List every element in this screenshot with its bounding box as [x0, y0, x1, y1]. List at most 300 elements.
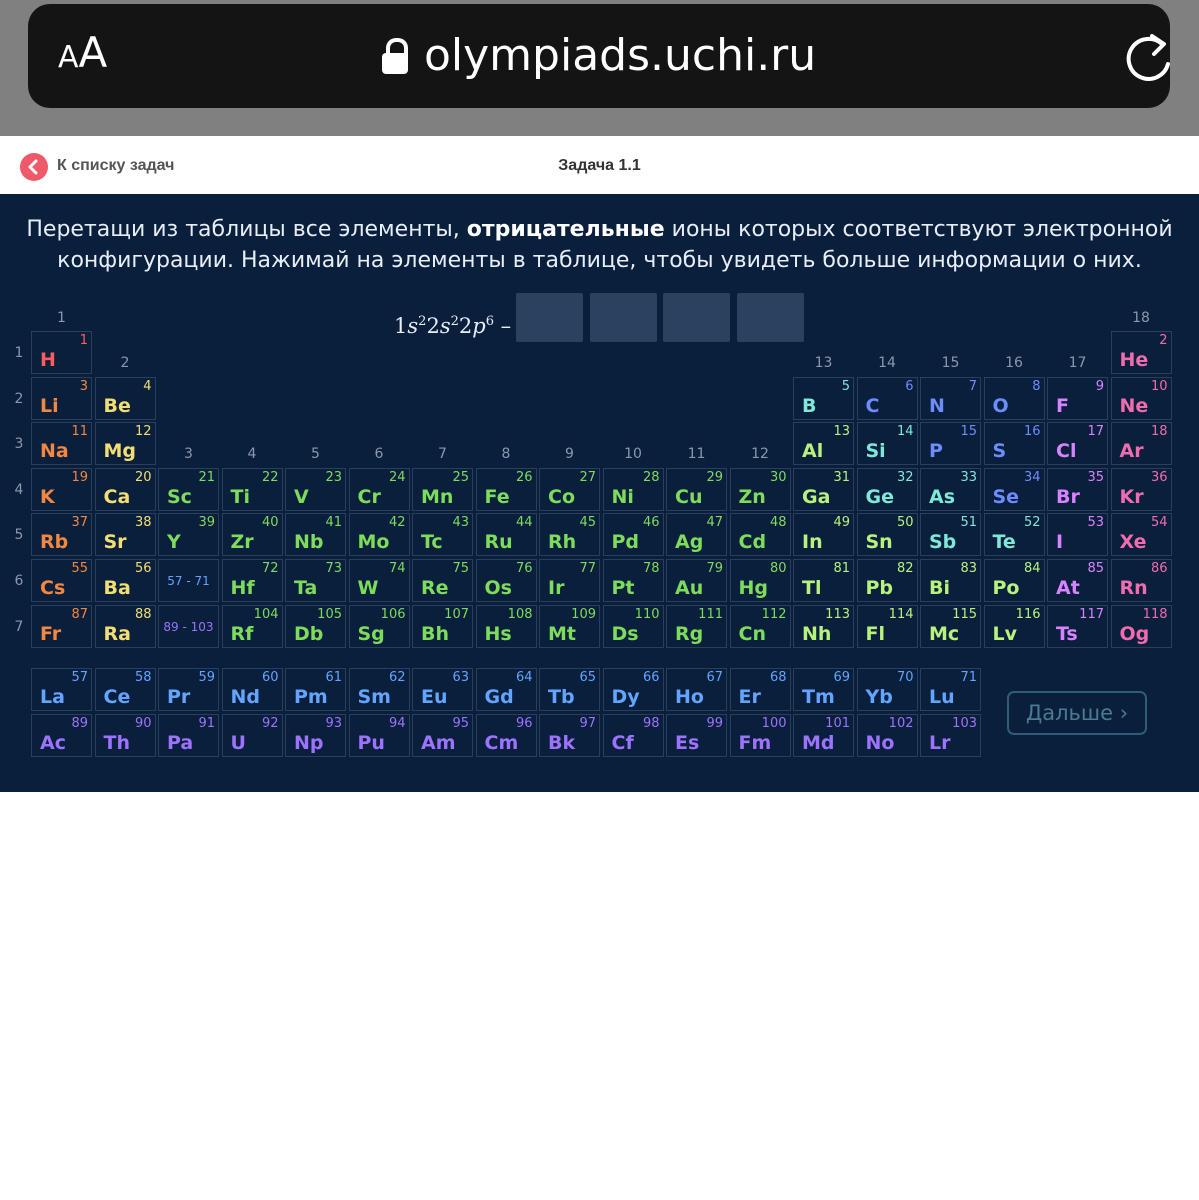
group-label: 10 [624, 446, 642, 462]
atomic-number: 33 [960, 469, 977, 485]
element-cell[interactable] [920, 513, 981, 556]
element-cell[interactable] [730, 513, 791, 556]
element-cell[interactable] [31, 513, 92, 556]
next-button[interactable]: Дальше › [1007, 691, 1147, 735]
element-cell[interactable] [730, 468, 791, 511]
element-symbol: Fr [40, 622, 62, 645]
element-symbol: Sb [929, 531, 957, 554]
element-cell[interactable] [95, 559, 156, 602]
element-symbol: O [992, 394, 1009, 417]
atomic-number: 46 [642, 515, 660, 531]
atomic-number: 84 [1023, 561, 1041, 576]
element-symbol: Co [548, 485, 575, 508]
element-symbol: Hf [230, 577, 255, 599]
group-label: 3 [184, 446, 193, 462]
atomic-number: 43 [452, 515, 469, 531]
element-cell[interactable] [857, 714, 918, 757]
element-cell[interactable] [158, 605, 219, 648]
atomic-number: 114 [888, 606, 914, 622]
element-cell[interactable] [1047, 559, 1108, 602]
atomic-number: 95 [452, 716, 469, 731]
atomic-number: 20 [134, 469, 152, 485]
element-symbol: Pm [294, 686, 328, 708]
element-cell[interactable] [666, 605, 727, 648]
element-symbol: He [1119, 349, 1149, 371]
element-cell[interactable] [412, 513, 473, 556]
element-cell[interactable] [31, 559, 92, 602]
element-cell[interactable] [857, 422, 918, 465]
atomic-number: 116 [1015, 606, 1041, 622]
element-cell[interactable] [539, 513, 600, 556]
atomic-number: 14 [896, 424, 914, 440]
element-cell[interactable] [31, 668, 92, 711]
element-cell[interactable] [793, 668, 854, 711]
atomic-number: 105 [317, 606, 342, 622]
element-cell[interactable] [158, 668, 219, 711]
atomic-number: 72 [261, 561, 279, 576]
atomic-number: 87 [71, 606, 88, 622]
element-cell[interactable] [95, 605, 156, 648]
element-symbol: B [802, 394, 817, 417]
element-cell[interactable] [603, 468, 664, 511]
element-cell[interactable] [730, 559, 791, 602]
url-display[interactable] [382, 30, 816, 82]
page-title: Задача 1.1 [558, 157, 641, 174]
element-symbol: W [357, 577, 379, 599]
element-cell[interactable] [793, 513, 854, 556]
element-symbol: Ts [1056, 622, 1078, 645]
group-label: 8 [501, 446, 511, 462]
element-cell[interactable] [31, 377, 92, 420]
element-cell[interactable] [920, 668, 981, 711]
element-cell[interactable] [857, 559, 918, 602]
element-cell[interactable] [95, 668, 156, 711]
element-cell[interactable] [1047, 422, 1108, 465]
atomic-number: 71 [960, 670, 977, 685]
atomic-number: 67 [706, 670, 723, 685]
element-cell[interactable] [857, 377, 918, 420]
element-symbol: Si [865, 440, 886, 463]
element-cell[interactable] [95, 513, 156, 556]
atomic-number: 73 [325, 561, 342, 576]
element-cell[interactable] [222, 668, 283, 711]
element-cell[interactable] [1047, 468, 1108, 511]
element-symbol: Pr [167, 686, 191, 708]
element-cell[interactable] [222, 468, 283, 511]
element-symbol: Te [992, 531, 1016, 554]
element-cell[interactable] [31, 605, 92, 648]
element-symbol: Sc [167, 485, 192, 508]
element-symbol: Bk [548, 732, 576, 754]
answer-slot[interactable] [663, 293, 730, 342]
group-label: 15 [941, 355, 960, 371]
atomic-number: 113 [825, 606, 850, 622]
url-text: olympiads.uchi.ru [424, 30, 817, 81]
element-cell[interactable] [222, 559, 283, 602]
element-cell[interactable] [349, 513, 410, 556]
atomic-number: 101 [825, 716, 850, 731]
atomic-number: 106 [380, 606, 406, 622]
atomic-number: 55 [71, 561, 88, 576]
element-cell[interactable] [285, 605, 346, 648]
atomic-number: 27 [579, 469, 596, 485]
atomic-number: 110 [634, 606, 660, 622]
atomic-number: 7 [968, 378, 977, 394]
element-symbol: Rh [548, 531, 577, 554]
element-symbol: Sr [103, 531, 127, 554]
element-cell[interactable] [793, 559, 854, 602]
atomic-number: 75 [452, 561, 469, 576]
element-cell[interactable] [666, 668, 727, 711]
element-symbol: Md [802, 732, 835, 754]
atomic-number: 60 [261, 670, 279, 685]
atomic-number: 65 [579, 670, 596, 685]
element-symbol: P [929, 440, 943, 463]
atomic-number: 78 [642, 561, 660, 576]
element-cell[interactable] [603, 559, 664, 602]
electron-configuration: $1s^22s^22p^6$ – [394, 314, 512, 338]
element-cell[interactable] [476, 468, 537, 511]
atomic-number: 97 [579, 716, 596, 731]
element-symbol: Ta [294, 577, 318, 599]
atomic-number: 88 [134, 606, 152, 622]
element-cell[interactable] [984, 468, 1045, 511]
element-cell[interactable] [730, 714, 791, 757]
element-cell[interactable] [1111, 468, 1172, 511]
question-text-start: Перетащи из таблицы все элементы, [26, 217, 467, 242]
atomic-number: 53 [1087, 515, 1104, 531]
atomic-number: 90 [134, 716, 152, 731]
element-symbol: Cn [738, 622, 766, 645]
element-symbol: Cd [738, 531, 767, 554]
atomic-number: 54 [1150, 515, 1168, 531]
atomic-number: 112 [761, 606, 787, 622]
task-panel [0, 194, 1199, 792]
task-question [20, 214, 1179, 276]
element-cell[interactable] [539, 668, 600, 711]
group-label: 11 [687, 446, 706, 462]
element-cell[interactable] [539, 468, 600, 511]
element-cell[interactable] [158, 714, 219, 757]
element-symbol: Ag [675, 531, 704, 554]
element-cell[interactable] [95, 377, 156, 420]
atomic-number: 99 [706, 716, 723, 731]
element-cell[interactable] [857, 605, 918, 648]
element-cell[interactable] [984, 422, 1045, 465]
element-cell[interactable] [1111, 331, 1172, 374]
element-symbol: Cf [611, 732, 634, 754]
answer-slot[interactable] [737, 293, 804, 342]
element-cell[interactable] [349, 668, 410, 711]
element-cell[interactable] [285, 559, 346, 602]
element-cell[interactable] [412, 559, 473, 602]
group-label: 5 [311, 446, 320, 462]
element-cell[interactable] [539, 605, 600, 648]
atomic-number: 36 [1150, 469, 1168, 485]
element-symbol: Tm [802, 686, 835, 708]
lock-icon [382, 38, 408, 74]
element-symbol: In [802, 531, 823, 554]
answer-slot[interactable] [516, 293, 583, 342]
atomic-number: 57 [71, 670, 88, 685]
atomic-number: 17 [1087, 424, 1104, 440]
atomic-number: 41 [325, 515, 342, 531]
atomic-number: 92 [261, 716, 279, 731]
element-cell[interactable] [984, 559, 1045, 602]
element-cell[interactable] [1111, 605, 1172, 648]
element-symbol: Tl [802, 577, 822, 599]
element-cell[interactable] [158, 513, 219, 556]
atomic-number: 16 [1023, 424, 1041, 440]
period-label: 2 [14, 390, 24, 407]
element-symbol: Cl [1056, 440, 1077, 463]
element-cell[interactable] [412, 668, 473, 711]
element-symbol: Rn [1119, 577, 1148, 599]
atomic-number: 81 [833, 561, 850, 576]
atomic-number: 100 [761, 716, 787, 731]
element-cell[interactable] [857, 668, 918, 711]
atomic-number: 48 [769, 515, 787, 531]
element-cell[interactable] [476, 513, 537, 556]
element-symbol: Ca [103, 485, 131, 508]
element-cell[interactable] [285, 714, 346, 757]
atomic-number: 103 [952, 716, 977, 731]
element-cell[interactable] [222, 513, 283, 556]
element-cell[interactable] [1111, 377, 1172, 420]
element-cell[interactable] [31, 422, 92, 465]
element-cell[interactable] [920, 377, 981, 420]
element-cell[interactable] [793, 714, 854, 757]
element-cell[interactable] [1047, 377, 1108, 420]
element-cell[interactable] [666, 513, 727, 556]
element-symbol: Kr [1119, 485, 1144, 508]
text-size-button[interactable] [58, 28, 108, 77]
element-cell[interactable] [920, 714, 981, 757]
atomic-number: 25 [452, 469, 469, 485]
element-symbol: Zr [230, 531, 254, 554]
element-symbol: Be [103, 394, 131, 417]
atomic-number: 104 [253, 606, 279, 622]
atomic-number: 91 [198, 716, 215, 731]
element-symbol: S [992, 440, 1007, 463]
element-cell[interactable] [793, 377, 854, 420]
atomic-number: 76 [515, 561, 533, 576]
element-cell[interactable] [412, 468, 473, 511]
element-symbol: Ni [611, 485, 634, 508]
element-cell[interactable] [730, 605, 791, 648]
element-cell[interactable] [666, 468, 727, 511]
atomic-number: 15 [960, 424, 977, 440]
atomic-number: 109 [571, 606, 596, 622]
element-cell[interactable] [539, 714, 600, 757]
group-label: 17 [1068, 355, 1087, 371]
element-cell[interactable] [1047, 605, 1108, 648]
element-symbol: Mn [421, 485, 454, 508]
atomic-number: 45 [579, 515, 596, 531]
atomic-number: 37 [71, 515, 88, 531]
element-cell[interactable] [984, 377, 1045, 420]
element-cell[interactable] [31, 714, 92, 757]
atomic-number: 6 [905, 378, 914, 394]
atomic-number: 42 [388, 515, 406, 531]
element-cell[interactable] [95, 468, 156, 511]
atomic-number: 59 [198, 670, 215, 685]
element-cell[interactable] [666, 714, 727, 757]
atomic-number: 49 [833, 515, 850, 531]
element-cell[interactable] [285, 468, 346, 511]
element-cell[interactable] [412, 605, 473, 648]
atomic-number: 28 [642, 469, 660, 485]
group-label: 9 [565, 446, 574, 462]
atomic-number: 34 [1023, 469, 1041, 485]
atomic-number: 56 [134, 561, 152, 576]
back-link[interactable]: К списку задач [57, 157, 175, 174]
element-cell[interactable] [1111, 559, 1172, 602]
element-cell[interactable] [1111, 422, 1172, 465]
element-cell[interactable] [603, 714, 664, 757]
element-cell[interactable] [476, 605, 537, 648]
atomic-number: 83 [960, 561, 977, 576]
element-cell[interactable] [349, 714, 410, 757]
atomic-number: 51 [960, 515, 977, 531]
element-symbol: Pu [357, 732, 385, 754]
element-symbol: Ho [675, 686, 704, 708]
element-symbol: Mo [357, 531, 390, 554]
element-symbol: Y [167, 531, 181, 554]
element-symbol: Tc [421, 531, 443, 554]
element-cell[interactable] [349, 559, 410, 602]
element-cell[interactable] [793, 422, 854, 465]
reload-icon[interactable] [1122, 32, 1176, 86]
element-cell[interactable] [476, 668, 537, 711]
element-symbol: No [865, 732, 895, 754]
element-symbol: Ds [611, 622, 639, 645]
element-symbol: Dy [611, 686, 640, 708]
element-symbol: Pd [611, 531, 640, 554]
element-cell[interactable] [920, 468, 981, 511]
element-cell[interactable] [920, 422, 981, 465]
address-bar[interactable] [28, 4, 1170, 108]
element-symbol: K [40, 485, 55, 508]
element-cell[interactable] [730, 668, 791, 711]
element-symbol: Ir [548, 577, 565, 599]
atomic-number: 30 [769, 469, 787, 485]
element-symbol: Pt [611, 577, 635, 599]
element-cell[interactable] [857, 468, 918, 511]
element-symbol: Rf [230, 622, 254, 645]
element-cell[interactable] [158, 468, 219, 511]
element-cell[interactable] [603, 668, 664, 711]
element-symbol: Cr [357, 485, 381, 508]
element-cell[interactable] [476, 714, 537, 757]
element-symbol: Au [675, 577, 704, 599]
element-cell[interactable] [222, 714, 283, 757]
element-cell[interactable] [539, 559, 600, 602]
element-symbol: Bh [421, 622, 450, 645]
element-cell[interactable] [857, 513, 918, 556]
element-cell[interactable] [412, 714, 473, 757]
element-symbol: Th [103, 732, 130, 754]
element-cell[interactable] [793, 605, 854, 648]
period-label: 3 [14, 436, 24, 453]
element-cell[interactable] [95, 422, 156, 465]
element-cell[interactable] [95, 714, 156, 757]
element-symbol: Yb [865, 686, 893, 708]
element-symbol: Ti [230, 485, 250, 508]
element-cell[interactable] [984, 513, 1045, 556]
element-symbol: Ar [1119, 440, 1144, 463]
element-symbol: Gd [484, 686, 514, 708]
atomic-number: 80 [769, 561, 787, 576]
element-cell[interactable] [31, 468, 92, 511]
atomic-number: 40 [261, 515, 279, 531]
element-symbol: Pa [167, 732, 194, 754]
element-cell[interactable] [920, 605, 981, 648]
question-text-end: ионы которых соответствуют электронной конфигурации. Нажимай на элементы в таблице, чтобы увидеть больше информации о них. [57, 217, 1173, 273]
element-cell[interactable] [349, 605, 410, 648]
element-symbol: Ge [865, 485, 894, 508]
element-cell[interactable] [984, 605, 1045, 648]
element-symbol: F [1056, 394, 1069, 417]
group-label: 4 [247, 446, 257, 462]
element-cell[interactable] [793, 468, 854, 511]
atomic-number: 79 [706, 561, 723, 576]
element-cell[interactable] [349, 468, 410, 511]
element-cell[interactable] [1047, 513, 1108, 556]
element-cell[interactable] [158, 559, 219, 602]
element-symbol: Xe [1119, 531, 1147, 554]
period-label: 5 [14, 527, 24, 544]
element-cell[interactable] [285, 513, 346, 556]
element-symbol: Bi [929, 577, 950, 599]
element-cell[interactable] [603, 605, 664, 648]
element-symbol: Fe [484, 485, 510, 508]
atomic-number: 9 [1095, 378, 1104, 394]
element-cell[interactable] [285, 668, 346, 711]
element-symbol: Mt [548, 622, 576, 645]
element-symbol: Ra [103, 622, 131, 645]
element-symbol: Os [484, 577, 512, 599]
text-size-large-glyph: A [78, 28, 108, 77]
element-cell[interactable] [920, 559, 981, 602]
atomic-number: 82 [896, 561, 914, 576]
element-cell[interactable] [1111, 513, 1172, 556]
atomic-number: 118 [1142, 606, 1168, 622]
atomic-number: 22 [261, 469, 279, 485]
atomic-number: 3 [79, 378, 88, 394]
element-cell[interactable] [222, 605, 283, 648]
answer-slot[interactable] [590, 293, 657, 342]
element-symbol: Og [1119, 622, 1150, 645]
element-symbol: Cs [40, 577, 66, 599]
element-cell[interactable] [666, 559, 727, 602]
element-cell[interactable] [603, 513, 664, 556]
atomic-number: 115 [952, 606, 977, 622]
atomic-number: 58 [134, 670, 152, 685]
element-symbol: Am [421, 732, 456, 754]
element-symbol: C [865, 394, 880, 417]
element-symbol: Hs [484, 622, 512, 645]
group-label: 16 [1005, 355, 1023, 371]
element-cell[interactable] [31, 331, 92, 374]
atomic-number: 69 [833, 670, 850, 685]
element-cell[interactable] [476, 559, 537, 602]
element-symbol: Cm [484, 732, 519, 754]
atomic-number: 111 [698, 606, 723, 622]
element-symbol: Nh [802, 622, 832, 645]
atomic-number: 68 [769, 670, 787, 685]
atomic-number: 77 [579, 561, 596, 576]
